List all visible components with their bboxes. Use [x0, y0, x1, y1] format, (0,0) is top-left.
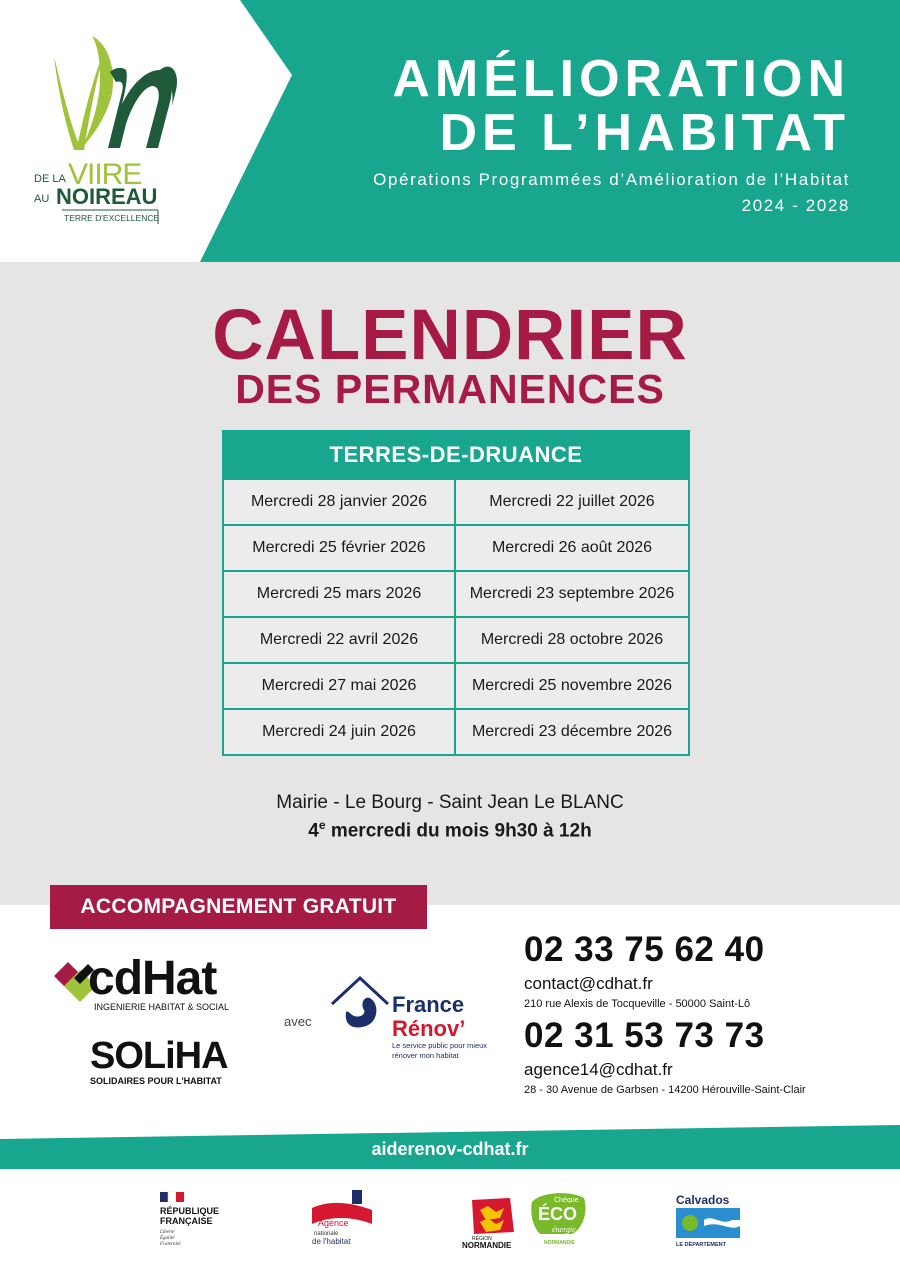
- anah-logo: [312, 1190, 372, 1246]
- logo-noireau: NOIREAU: [56, 184, 158, 209]
- region-line2: NORMANDIE: [462, 1241, 512, 1250]
- table-cell: Mercredi 23 septembre 2026: [456, 570, 688, 616]
- logo-tagline: TERRE D'EXCELLENCE: [64, 213, 160, 223]
- schedule-table: [222, 430, 690, 756]
- cdhat-logo: [50, 948, 250, 1014]
- table-cell: Mercredi 22 juillet 2026: [456, 478, 688, 524]
- rf-line1: RÉPUBLIQUE: [160, 1206, 220, 1216]
- email-address[interactable]: agence14@cdhat.fr: [524, 1060, 673, 1079]
- header: [0, 0, 900, 262]
- table-cell: Mercredi 24 juin 2026: [224, 708, 456, 754]
- logo-de-la: DE LA: [34, 173, 66, 185]
- france-renov-line2: Rénov’: [392, 1016, 466, 1041]
- logo-viire: VIIRE: [68, 158, 142, 191]
- avec-label: avec: [284, 1014, 312, 1029]
- contact-block-2: [524, 1016, 806, 1096]
- calvados-line2: LE DÉPARTEMENT: [676, 1242, 727, 1248]
- table-cell: Mercredi 22 avril 2026: [224, 616, 456, 662]
- table-cell: Mercredi 25 mars 2026: [224, 570, 456, 616]
- schedule-table-body: [224, 478, 688, 754]
- email-address[interactable]: contact@cdhat.fr: [524, 974, 653, 993]
- soliha-tagline: SOLIDAIRES POUR L'HABITAT: [90, 1076, 222, 1086]
- calvados-line1: Calvados: [676, 1193, 730, 1207]
- anah-line1: Agence: [318, 1218, 349, 1228]
- header-title-block: [373, 52, 850, 216]
- republique-francaise-logo: [159, 1192, 219, 1247]
- table-cell: Mercredi 25 novembre 2026: [456, 662, 688, 708]
- calendar-subtitle: DES PERMANENCES: [235, 366, 665, 412]
- calendar-section: [0, 262, 900, 905]
- calendar-title: CALENDRIER: [212, 296, 688, 375]
- rf-motto1: Liberté: [160, 1230, 175, 1235]
- table-cell: Mercredi 23 décembre 2026: [456, 708, 688, 754]
- calvados-logo: [676, 1193, 740, 1248]
- cheque-line3: énergie: [552, 1225, 576, 1234]
- cheque-line1: Chèque: [554, 1197, 579, 1204]
- cdhat-name: cdHat: [88, 952, 217, 1005]
- cdhat-tagline: INGENIERIE HABITAT & SOCIAL: [94, 1002, 230, 1012]
- france-renov-tag2: rénover mon habitat: [392, 1051, 459, 1060]
- vire-au-noireau-logo: [22, 30, 192, 230]
- france-renov-logo: [330, 974, 505, 1064]
- phone-number[interactable]: 02 33 75 62 40: [524, 930, 765, 969]
- rf-line2: FRANÇAISE: [160, 1216, 213, 1226]
- soliha-name: SOLiHA: [90, 1035, 228, 1077]
- postal-address: 210 rue Alexis de Tocqueville - 50000 Saint-Lô: [524, 998, 751, 1010]
- rf-motto2: Égalité: [160, 1236, 175, 1241]
- table-cell: Mercredi 28 janvier 2026: [224, 478, 456, 524]
- time-num: 4: [308, 820, 319, 842]
- main-title-line1: AMÉLIORATION: [392, 50, 850, 108]
- logo-au: AU: [34, 193, 50, 205]
- venue-text: Mairie - Le Bourg - Saint Jean Le BLANC: [276, 792, 624, 813]
- table-cell: Mercredi 25 février 2026: [224, 524, 456, 570]
- postal-address: 28 - 30 Avenue de Garbsen - 14200 Hérouville-Saint-Clair: [524, 1084, 806, 1096]
- main-title-line2: DE L’HABITAT: [439, 104, 850, 162]
- partner-logos: [0, 1180, 900, 1260]
- table-cell: Mercredi 27 mai 2026: [224, 662, 456, 708]
- website-link[interactable]: aiderenov-cdhat.fr: [371, 1139, 529, 1159]
- france-renov-line1: France: [392, 992, 465, 1017]
- contact-block-1: [524, 930, 765, 1010]
- time-sup: e: [318, 818, 326, 832]
- time-rest: mercredi du mois 9h30 à 12h: [325, 820, 592, 842]
- region-line1: RÉGION: [472, 1236, 492, 1242]
- table-cell: Mercredi 28 octobre 2026: [456, 616, 688, 662]
- free-support-badge: ACCOMPAGNEMENT GRATUIT: [50, 885, 427, 929]
- schedule-table-header: TERRES-DE-DRUANCE: [224, 432, 688, 478]
- anah-line2: nationale: [314, 1231, 339, 1237]
- cheque-line4: NORMANDIE: [544, 1240, 575, 1246]
- schedule-time: [0, 818, 900, 842]
- rf-motto3: Fraternité: [160, 1242, 181, 1247]
- france-renov-tag1: Le service public pour mieux: [392, 1041, 488, 1050]
- phone-number[interactable]: 02 31 53 73 73: [524, 1016, 765, 1055]
- soliha-logo: [88, 1032, 248, 1088]
- cheque-eco-energie-logo: [531, 1193, 585, 1246]
- region-normandie-logo: [462, 1198, 514, 1250]
- cheque-line2: ÉCO: [538, 1204, 578, 1224]
- program-subtitle: Opérations Programmées d’Amélioration de l’Habitat: [373, 170, 850, 189]
- table-cell: Mercredi 26 août 2026: [456, 524, 688, 570]
- program-years: 2024 - 2028: [741, 196, 850, 215]
- anah-line3: de l'habitat: [312, 1237, 351, 1246]
